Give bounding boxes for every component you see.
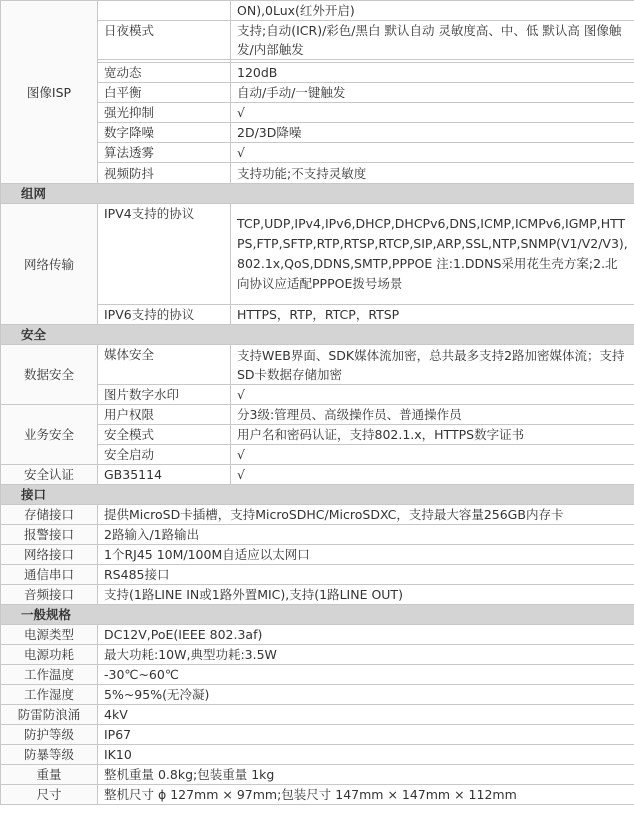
spec-label: 通信串口 [1, 565, 98, 585]
spec-value: 2路输入/1路输出 [98, 525, 634, 545]
spec-label: 强光抑制 [98, 103, 231, 123]
spec-row [1, 465, 634, 485]
spec-label: 安全模式 [98, 425, 231, 445]
spec-label: 存储接口 [1, 505, 98, 525]
category-data-security: 数据安全 [1, 345, 98, 405]
spec-label: 数字降噪 [98, 123, 231, 143]
spec-value: DC12V,PoE(IEEE 802.3af) [98, 625, 634, 645]
spec-row [1, 725, 634, 745]
section-header [1, 184, 634, 204]
spec-row [1, 525, 634, 545]
spec-label: 防雷防浪涌 [1, 705, 98, 725]
spec-value: √ [231, 103, 634, 123]
spec-label: 音频接口 [1, 585, 98, 605]
spec-value: HTTPS，RTP，RTCP，RTSP [231, 305, 634, 325]
spec-value: 整机重量 0.8kg;包装重量 1kg [98, 765, 634, 785]
spec-value: 支持(1路LINE IN或1路外置MIC),支持(1路LINE OUT) [98, 585, 634, 605]
spec-value: RS485接口 [98, 565, 634, 585]
spec-row [1, 405, 634, 425]
spec-row [1, 665, 634, 685]
spec-label: 视频防抖 [98, 163, 231, 184]
section-title-security: 安全 [1, 325, 634, 345]
spec-label: 防护等级 [1, 725, 98, 745]
spec-value: √ [231, 445, 634, 465]
spec-value: √ [231, 465, 634, 485]
spec-label: 媒体安全 [98, 345, 231, 385]
spec-row [1, 585, 634, 605]
spec-value: IK10 [98, 745, 634, 765]
spec-label: IPV6支持的协议 [98, 305, 231, 325]
spec-value: 2D/3D降噪 [231, 123, 634, 143]
section-title-interface: 接口 [1, 485, 634, 505]
spec-value: 整机尺寸 ϕ 127mm × 97mm;包装尺寸 147mm × 147mm × 112mm [98, 785, 634, 805]
spec-label: 重量 [1, 765, 98, 785]
section-header [1, 605, 634, 625]
spec-label: 日夜模式 [98, 21, 231, 60]
spec-value: √ [231, 143, 634, 163]
spec-label: 宽动态 [98, 63, 231, 83]
spec-label: IPV4支持的协议 [98, 204, 231, 305]
spec-value: 1个RJ45 10M/100M自适应以太网口 [98, 545, 634, 565]
spec-value: ON),0Lux(红外开启) [231, 1, 634, 21]
spec-row [1, 1, 634, 21]
section-header [1, 485, 634, 505]
spec-value: 提供MicroSD卡插槽，支持MicroSDHC/MicroSDXC，支持最大容量256GB内存卡 [98, 505, 634, 525]
spec-row [1, 765, 634, 785]
spec-label: 安全启动 [98, 445, 231, 465]
spec-row [1, 705, 634, 725]
spec-value: 支持WEB界面、SDK媒体流加密，总共最多支持2路加密媒体流；支持SD卡数据存储加密 [231, 345, 634, 385]
spec-label: 工作温度 [1, 665, 98, 685]
spec-label: 电源类型 [1, 625, 98, 645]
spec-row [1, 785, 634, 805]
spec-value: 5%~95%(无冷凝) [98, 685, 634, 705]
category-cert: 安全认证 [1, 465, 98, 485]
spec-label: 报警接口 [1, 525, 98, 545]
spec-value: 分3级:管理员、高级操作员、普通操作员 [231, 405, 634, 425]
spec-label: GB35114 [98, 465, 231, 485]
spec-label: 电源功耗 [1, 645, 98, 665]
spec-label [98, 1, 231, 21]
spec-row [1, 625, 634, 645]
spec-label: 白平衡 [98, 83, 231, 103]
spec-value: 120dB [231, 63, 634, 83]
spec-value: 支持功能;不支持灵敏度 [231, 163, 634, 184]
spec-value: TCP,UDP,IPv4,IPv6,DHCP,DHCPv6,DNS,ICMP,ICMPv6,IGMP,HTTPS,FTP,SFTP,RTP,RTSP,RTCP,SIP,ARP,SSL,NTP,SNMP(V1/V2/V3),802.1x,QoS,DDNS,SMTP,PPPOE 注:1.DDNS采用花生壳方案;2.北向协议应适配PPPOE拨号场景 [231, 204, 634, 305]
spec-row [1, 345, 634, 385]
spec-label: 用户权限 [98, 405, 231, 425]
spec-label: 尺寸 [1, 785, 98, 805]
spec-row [1, 505, 634, 525]
spec-label: 防暴等级 [1, 745, 98, 765]
spec-row [1, 545, 634, 565]
spec-row [1, 645, 634, 665]
spec-label: 图片数字水印 [98, 385, 231, 405]
spec-value: 自动/手动/一键触发 [231, 83, 634, 103]
spec-value: 支持;自动(ICR)/彩色/黑白 默认自动 灵敏度高、中、低 默认高 图像触发/内部触发 [231, 21, 634, 60]
section-header [1, 325, 634, 345]
spec-label: 工作湿度 [1, 685, 98, 705]
spec-value: IP67 [98, 725, 634, 745]
spec-row [1, 204, 634, 305]
spec-value: 用户名和密码认证，支持802.1.x，HTTPS数字证书 [231, 425, 634, 445]
section-title-general: 一般规格 [1, 605, 634, 625]
category-network: 网络传输 [1, 204, 98, 325]
spec-value: 4kV [98, 705, 634, 725]
spec-row [1, 685, 634, 705]
spec-value: √ [231, 385, 634, 405]
category-isp: 图像ISP [1, 1, 98, 184]
spec-label: 算法透雾 [98, 143, 231, 163]
spec-value: 最大功耗:10W,典型功耗:3.5W [98, 645, 634, 665]
spec-label: 网络接口 [1, 545, 98, 565]
section-title-network: 组网 [1, 184, 634, 204]
spec-value: -30℃~60℃ [98, 665, 634, 685]
spec-row [1, 565, 634, 585]
spec-row [1, 745, 634, 765]
category-biz-security: 业务安全 [1, 405, 98, 465]
